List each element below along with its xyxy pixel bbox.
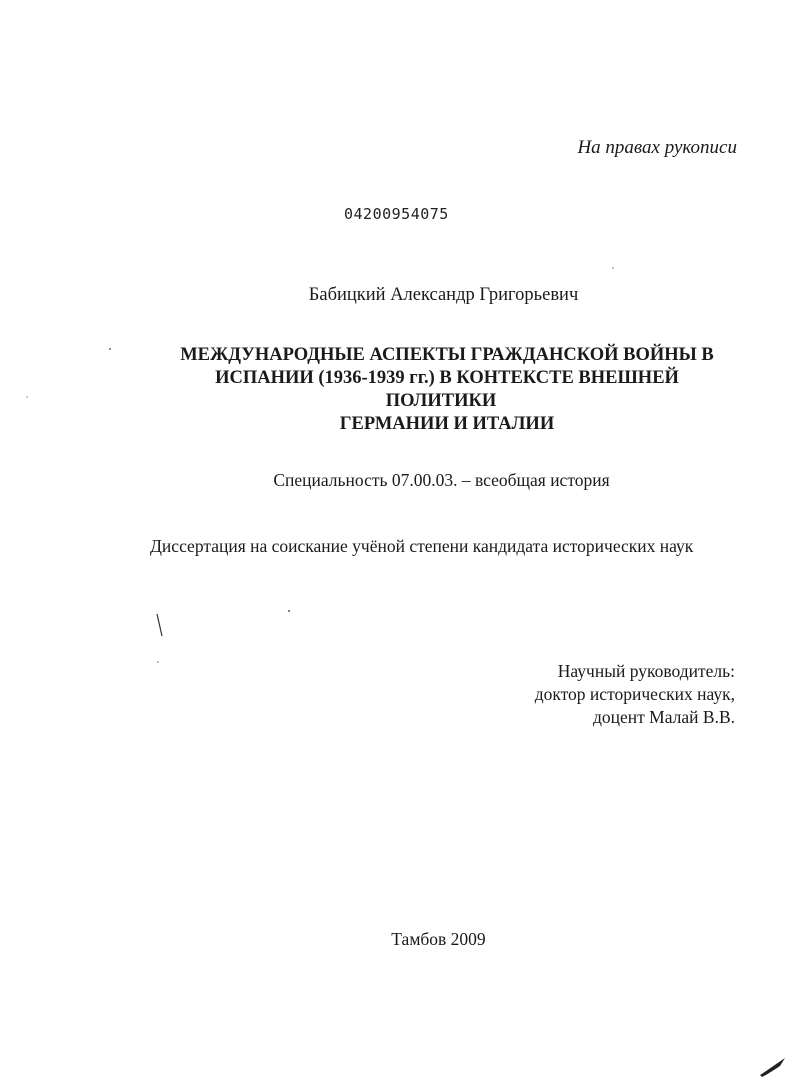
title-line-2: ИСПАНИИ (1936-1939 гг.) В КОНТЕКСТЕ ВНЕШНЕЙ ПОЛИТИКИ	[215, 368, 679, 411]
supervisor-label: Научный руководитель:	[557, 661, 735, 681]
scan-dot	[26, 396, 28, 398]
title-line-1: МЕЖДУНАРОДНЫЕ АСПЕКТЫ ГРАЖДАНСКОЙ ВОЙНЫ В	[180, 345, 714, 365]
registry-number: 04200954075	[344, 205, 449, 223]
scan-dot	[612, 267, 614, 269]
signature-scribble	[760, 1058, 785, 1077]
dissertation-title	[156, 344, 726, 436]
supervisor-name: доцент Малай В.В.	[593, 707, 735, 727]
scan-dot	[288, 610, 290, 612]
supervisor-block	[535, 660, 735, 729]
speciality-line: Специальность 07.00.03. – всеобщая история	[273, 470, 610, 490]
supervisor-degree: доктор исторических наук,	[534, 684, 735, 704]
city-year: Тамбов 2009	[391, 929, 486, 949]
title-line-3: ГЕРМАНИИ И ИТАЛИИ	[339, 414, 555, 434]
scan-stroke	[157, 614, 162, 636]
scan-dot	[109, 348, 111, 350]
manuscript-rights-note: На правах рукописи	[577, 137, 737, 158]
dissertation-degree-line: Диссертация на соискание учёной степени кандидата исторических наук	[150, 536, 694, 556]
scan-dot	[157, 661, 159, 663]
author-name: Бабицкий Александр Григорьевич	[308, 285, 579, 305]
